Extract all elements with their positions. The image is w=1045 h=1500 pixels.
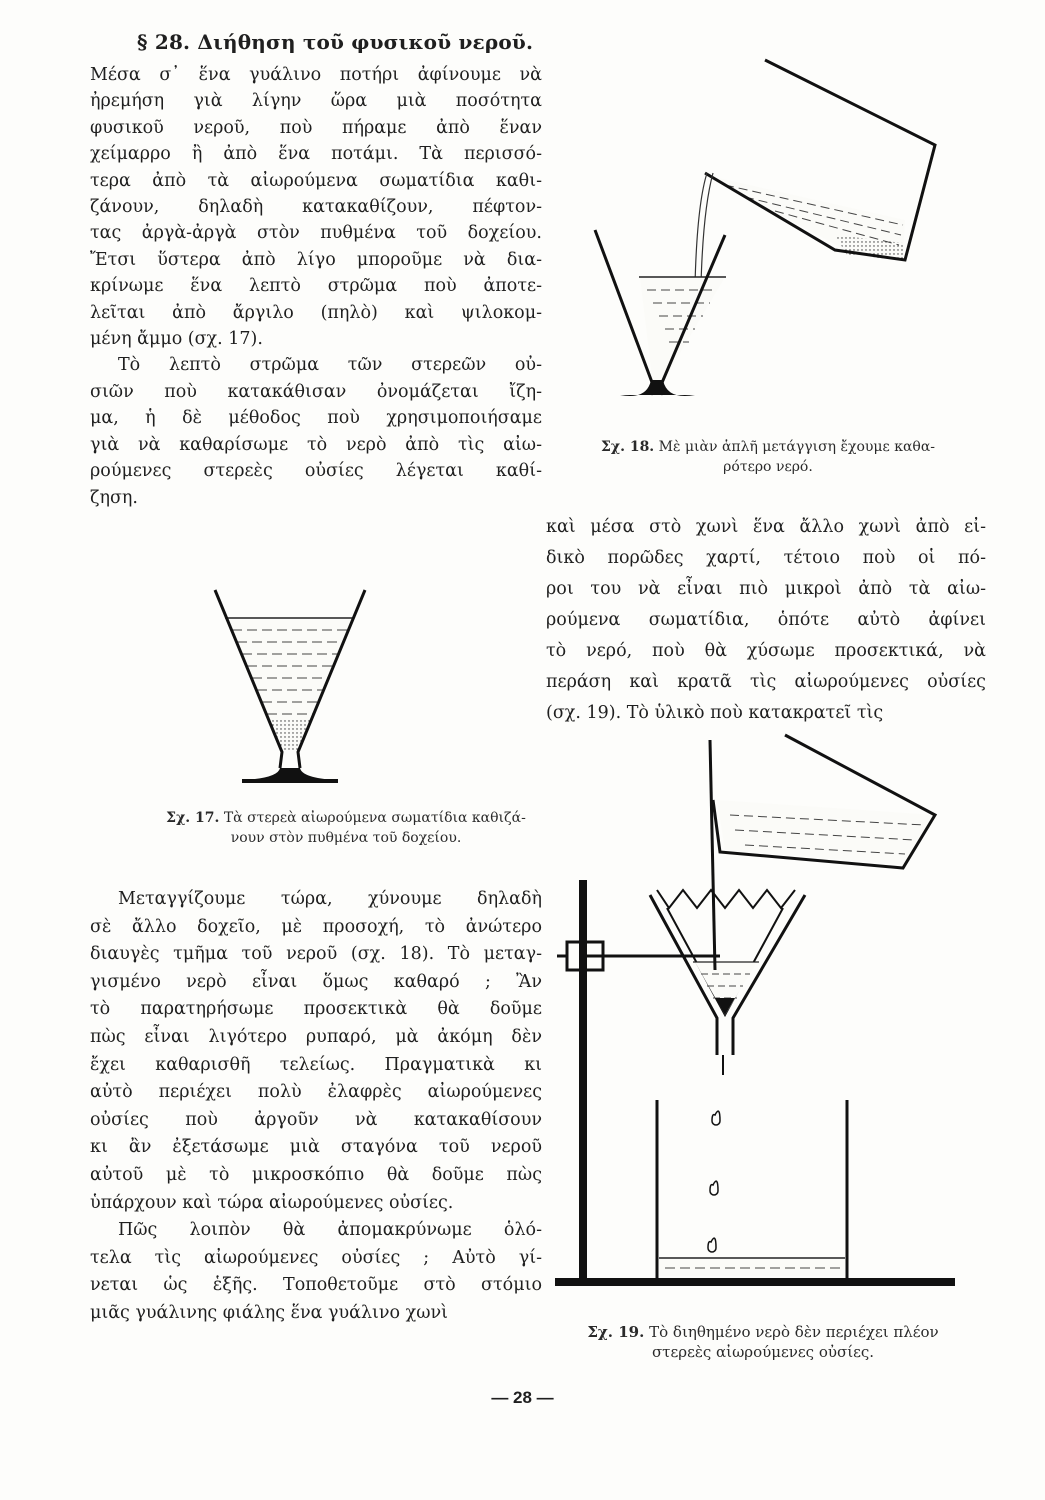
left-bottom-line: πὼς εἶναι λιγότερο ρυπαρό, μὰ ἀκόμη δὲν (90, 1026, 542, 1047)
right-col-line: δικὸ πορῶδες χαρτί, τέτοιο ποὺ οἱ πό- (546, 548, 986, 568)
section-title: § 28. Διήθηση τοῦ φυσικοῦ νεροῦ. (137, 30, 534, 54)
left-column-top-text (90, 62, 542, 511)
figure-19-caption-line1: Τὸ διηθημένο νερὸ δὲν περιέχει πλέον (649, 1323, 939, 1341)
left-top-line: Τὸ λεπτὸ στρῶμα τῶν στερεῶν οὐ- (118, 355, 542, 376)
left-top-line: χείμαρρο ἢ ἀπὸ ἕνα ποτάμι. Τὰ περισσό- (90, 144, 542, 165)
left-bottom-line: σὲ ἄλλο δοχεῖο, μὲ προσοχή, τὸ ἀνώτερο (90, 916, 542, 937)
left-top-line: Ἔτσι ὕστερα ἀπὸ λίγο μποροῦμε νὰ δια- (90, 249, 542, 270)
left-bottom-line: ὑπάρχουν καὶ τώρα αἰωρούμενες οὐσίες. (90, 1192, 454, 1213)
left-top-line: ρούμενες στερεὲς οὐσίες λέγεται καθί- (90, 461, 542, 482)
left-top-line: μένη ἄμμο (σχ. 17). (90, 329, 263, 350)
figure-17-settling-glass (200, 580, 380, 790)
left-top-line: λεῖται ἀπὸ ἄργιλο (πηλὸ) καὶ ψιλοκομ- (90, 302, 542, 323)
right-col-line: (σχ. 19). Τὸ ὑλικὸ ποὺ κατακρατεῖ τὶς (546, 703, 884, 723)
left-bottom-line: κι ἂν ἐξετάσωμε μιὰ σταγόνα τοῦ νεροῦ (90, 1137, 542, 1158)
left-bottom-line: νεται ὡς ἑξῆς. Τοποθετοῦμε στὸ στόμιο (90, 1275, 542, 1296)
figure-18-label: Σχ. 18. (600, 439, 655, 455)
right-column-text (546, 512, 986, 729)
left-top-line: ζάνουν, δηλαδὴ κατακαθίζουν, πέφτον- (90, 197, 542, 218)
figure-19-filtration (545, 730, 985, 1290)
page-number: — 28 — (491, 1388, 554, 1407)
figure-17-caption (150, 808, 542, 848)
figure-18-caption-line2: ρότερο νερό. (723, 459, 813, 475)
left-column-bottom-text (90, 886, 542, 1328)
left-top-line: σιῶν ποὺ κατακάθισαν ὀνομάζεται ἴζη- (90, 381, 542, 402)
left-bottom-line: αὐτὸ περιέχει πολὺ ἐλαφρὲς αἰωρούμενες (90, 1082, 542, 1103)
figure-19-label: Σχ. 19. (587, 1323, 645, 1341)
figure-17-caption-line1: Τὰ στερεὰ αἰωρούμενα σωματίδια καθιζά- (223, 810, 526, 826)
figure-17-caption-line2: νουν στὸν πυθμένα τοῦ δοχείου. (230, 830, 462, 846)
left-bottom-line: γισμένο νερὸ εἶναι ὅμως καθαρό ; Ἂν (90, 971, 542, 992)
figure-19-caption (540, 1322, 986, 1362)
right-col-line: περάση καὶ κρατᾶ τὶς αἰωρούμενες οὐσίες (546, 672, 986, 692)
figure-19-caption-line2: στερεὲς αἰωρούμενες οὐσίες. (651, 1343, 875, 1361)
right-col-line: ρούμενα σωματίδια, ὁπότε αὐτὸ ἀφίνει (546, 610, 986, 630)
left-bottom-line: οὐσίες ποὺ ἀργοῦν νὰ κατακαθίσουν (90, 1109, 542, 1130)
left-bottom-line: αὐτοῦ μὲ τὸ μικροσκόπιο θὰ δοῦμε πὼς (90, 1164, 542, 1185)
left-bottom-line: Πῶς λοιπὸν θὰ ἀπομακρύνωμε ὁλό- (118, 1220, 542, 1241)
left-top-line: ἠρεμήση γιὰ λίγην ὥρα μιὰ ποσότητα (90, 91, 542, 112)
figure-17-label: Σχ. 17. (166, 810, 220, 826)
left-bottom-line: τὸ παρατηρήσωμε προσεκτικὰ θὰ δοῦμε (90, 999, 542, 1020)
right-col-line: ροι του νὰ εἶναι πιὸ μικροὶ ἀπὸ τὰ αἰω- (546, 579, 986, 599)
left-top-line: Μέσα σ᾽ ἕνα γυάλινο ποτήρι ἀφίνουμε νὰ (90, 65, 542, 85)
left-top-line: ζηση. (90, 487, 138, 508)
left-top-line: γιὰ νὰ καθαρίσωμε τὸ νερὸ ἀπὸ τὶς αἰω- (90, 434, 542, 455)
figure-18-decanting (585, 45, 985, 405)
right-col-line: καὶ μέσα στὸ χωνὶ ἕνα ἄλλο χωνὶ ἀπὸ εἰ- (546, 517, 986, 537)
left-top-line: τας ἀργὰ-ἀργὰ στὸν πυθμένα τοῦ δοχείου. (90, 223, 542, 244)
left-top-line: μα, ἡ δὲ μέθοδος ποὺ χρησιμοποιήσαμε (90, 408, 542, 429)
figure-18-caption (548, 437, 988, 477)
left-bottom-line: μιᾶς γυάλινης φιάλης ἕνα γυάλινο χωνὶ (90, 1302, 449, 1323)
right-col-line: τὸ νερό, ποὺ θὰ χύσωμε προσεκτικά, νὰ (546, 641, 986, 661)
left-top-line: φυσικοῦ νεροῦ, ποὺ πήραμε ἀπὸ ἕναν (90, 117, 542, 138)
left-top-line: κρίνωμε ἕνα λεπτὸ στρῶμα ποὺ ἀποτε- (90, 276, 542, 297)
left-bottom-line: διαυγὲς τμῆμα τοῦ νεροῦ (σχ. 18). Τὸ μεταγ- (90, 944, 542, 965)
figure-18-caption-line1: Μὲ μιὰν ἁπλῆ μετάγγιση ἔχουμε καθα- (658, 439, 936, 455)
left-bottom-line: Μεταγγίζουμε τώρα, χύνουμε δηλαδὴ (118, 889, 542, 909)
left-bottom-line: ἔχει καθαρισθῆ τελείως. Πραγματικὰ κι (90, 1054, 542, 1075)
left-bottom-line: τελα τὶς αἰωρούμενες οὐσίες ; Αὐτὸ γί- (90, 1247, 542, 1268)
left-top-line: τερα ἀπὸ τὰ αἰωρούμενα σωματίδια καθι- (90, 170, 542, 191)
